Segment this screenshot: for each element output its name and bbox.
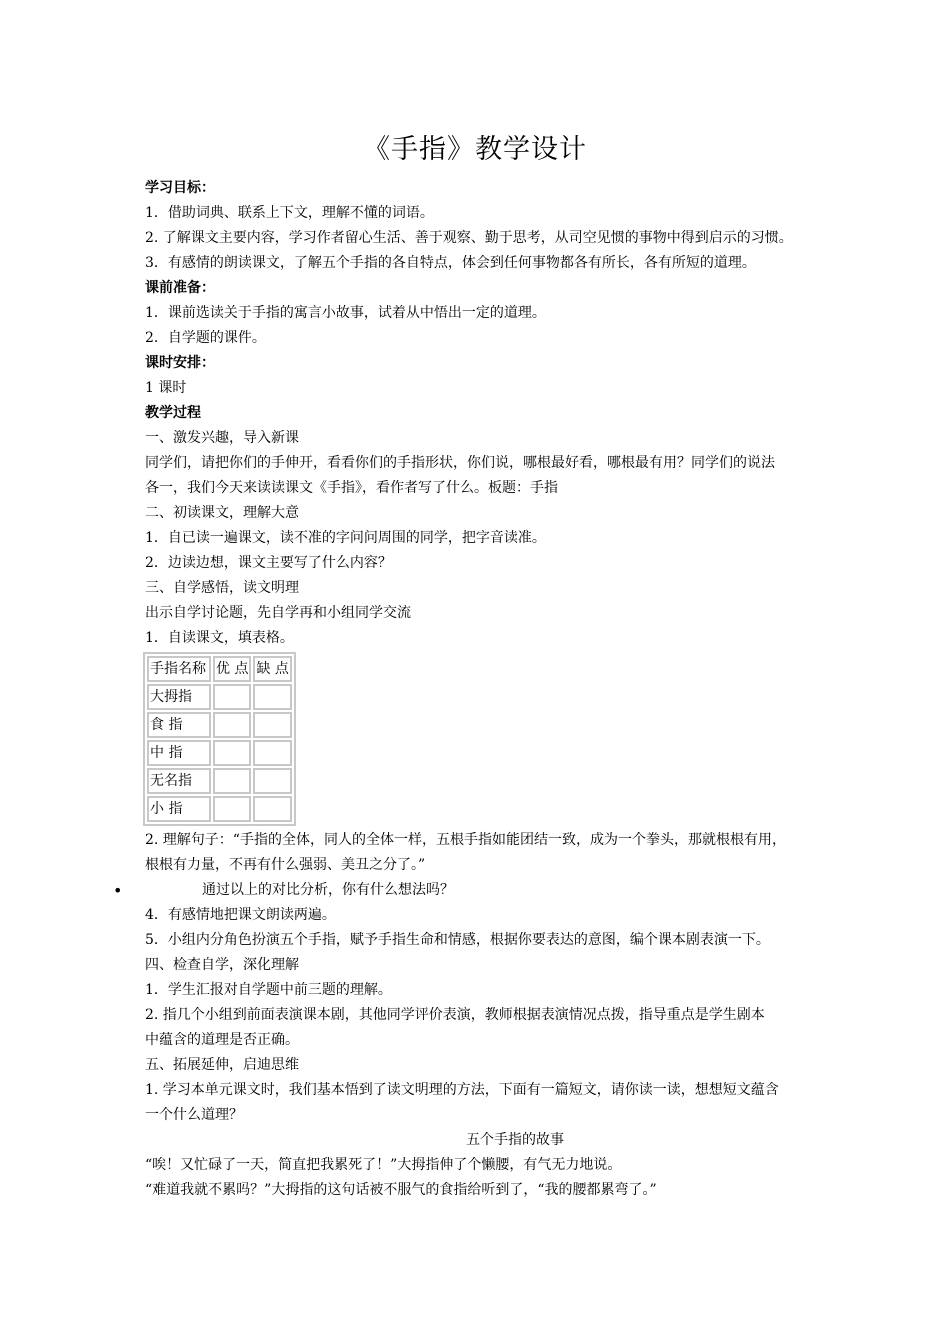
table-cell: 无名指 [147,768,211,794]
table-cell-empty [253,684,291,710]
bullet-item [113,878,815,903]
table-row [147,740,292,766]
table-cell-empty [253,796,291,822]
paragraph-line: 各一，我们今天来读读课文《手指》，看作者写了什么。板题：手指 [145,480,558,496]
objective-item: 1．借助词典、联系上下文，理解不懂的词语。 [145,205,434,221]
table-cell-empty [213,712,251,738]
story-line: “唉！又忙碌了一天，简直把我累死了！”大拇指伸了个懒腰，有气无力地说。 [145,1157,622,1173]
paragraph-line: 2. 指几个小组到前面表演课本剧，其他同学评价表演，教师根据表演情况点拨，指导重点是学生剧本 [145,1007,765,1023]
process-heading: 教学过程 [145,405,201,421]
objective-item: 3．有感情的朗读课文，了解五个手指的各自特点，体会到任何事物都各有所长，各有所短的道理。 [145,255,756,271]
table-header-cell: 优 点 [213,656,251,682]
table-cell: 中 指 [147,740,211,766]
table-cell-empty [253,740,291,766]
list-item: 1．自已读一遍课文，读不准的字问问周围的同学，把字音读准。 [145,530,546,546]
paragraph-line: 出示自学讨论题，先自学再和小组同学交流 [145,605,411,621]
paragraph-line: 同学们，请把你们的手伸开，看看你们的手指形状，你们说，哪根最好看，哪根最有用？同学们的说法 [145,455,775,471]
list-item: 1．学生汇报对自学题中前三题的理解。 [145,982,392,998]
table-header-cell: 手指名称 [147,656,211,682]
finger-table [143,652,296,826]
objectives-heading: 学习目标： [145,180,215,196]
document-body [113,176,815,1203]
table-cell: 大拇指 [147,684,211,710]
table-row [147,684,292,710]
paragraph-line: 根根有力量，不再有什么强弱、美丑之分了。” [145,857,426,873]
story-line: “难道我就不累吗？”大拇指的这句话被不服气的食指给听到了，“我的腰都累弯了。” [145,1182,657,1198]
table-row [147,768,292,794]
table-cell-empty [213,684,251,710]
table-cell: 食 指 [147,712,211,738]
table-row [147,796,292,822]
list-item: 1．自读课文，填表格。 [145,630,294,646]
preparation-heading: 课前准备： [145,280,215,296]
table-cell-empty [213,796,251,822]
bullet-icon: • [113,881,123,900]
paragraph-line: 2. 理解句子：“手指的全体，同人的全体一样，五根手指如能团结一致，成为一个拳头，那就根根有用， [145,832,786,848]
section-title: 三、自学感悟，读文明理 [145,580,299,596]
paragraph-line: 一个什么道理？ [145,1107,243,1123]
table-cell-empty [213,740,251,766]
section-title: 一、激发兴趣，导入新课 [145,430,299,446]
paragraph-line: 1. 学习本单元课文时，我们基本悟到了读文明理的方法，下面有一篇短文，请你读一读，想想短文蕴含 [145,1082,779,1098]
schedule-heading: 课时安排： [145,355,215,371]
section-title: 四、检查自学，深化理解 [145,957,299,973]
table-row [147,712,292,738]
story-title: 五个手指的故事 [466,1132,564,1148]
preparation-item: 2．自学题的课件。 [145,330,266,346]
section-title: 二、初读课文，理解大意 [145,505,299,521]
page-title: 《手指》教学设计 [363,134,587,165]
section-title: 五、拓展延伸，启迪思维 [145,1057,299,1073]
table-cell-empty [213,768,251,794]
list-item: 5．小组内分角色扮演五个手指，赋予手指生命和情感，根据你要表达的意图，编个课本剧表演一下。 [145,932,770,948]
table-header-row [147,656,292,682]
schedule-value: 1 课时 [145,380,187,396]
table-cell: 小 指 [147,796,211,822]
paragraph-line: 中蕴含的道理是否正确。 [145,1032,299,1048]
preparation-item: 1．课前选读关于手指的寓言小故事，试着从中悟出一定的道理。 [145,305,546,321]
objective-item: 2. 了解课文主要内容，学习作者留心生活、善于观察、勤于思考，从司空见惯的事物中得到启示的习惯。 [145,230,793,246]
list-item: 4．有感情地把课文朗读两遍。 [145,907,336,923]
list-item: 2．边读边想，课文主要写了什么内容？ [145,555,392,571]
bullet-text: 通过以上的对比分析，你有什么想法吗？ [202,882,454,898]
table-header-cell: 缺 点 [253,656,291,682]
table-cell-empty [253,768,291,794]
table-cell-empty [253,712,291,738]
